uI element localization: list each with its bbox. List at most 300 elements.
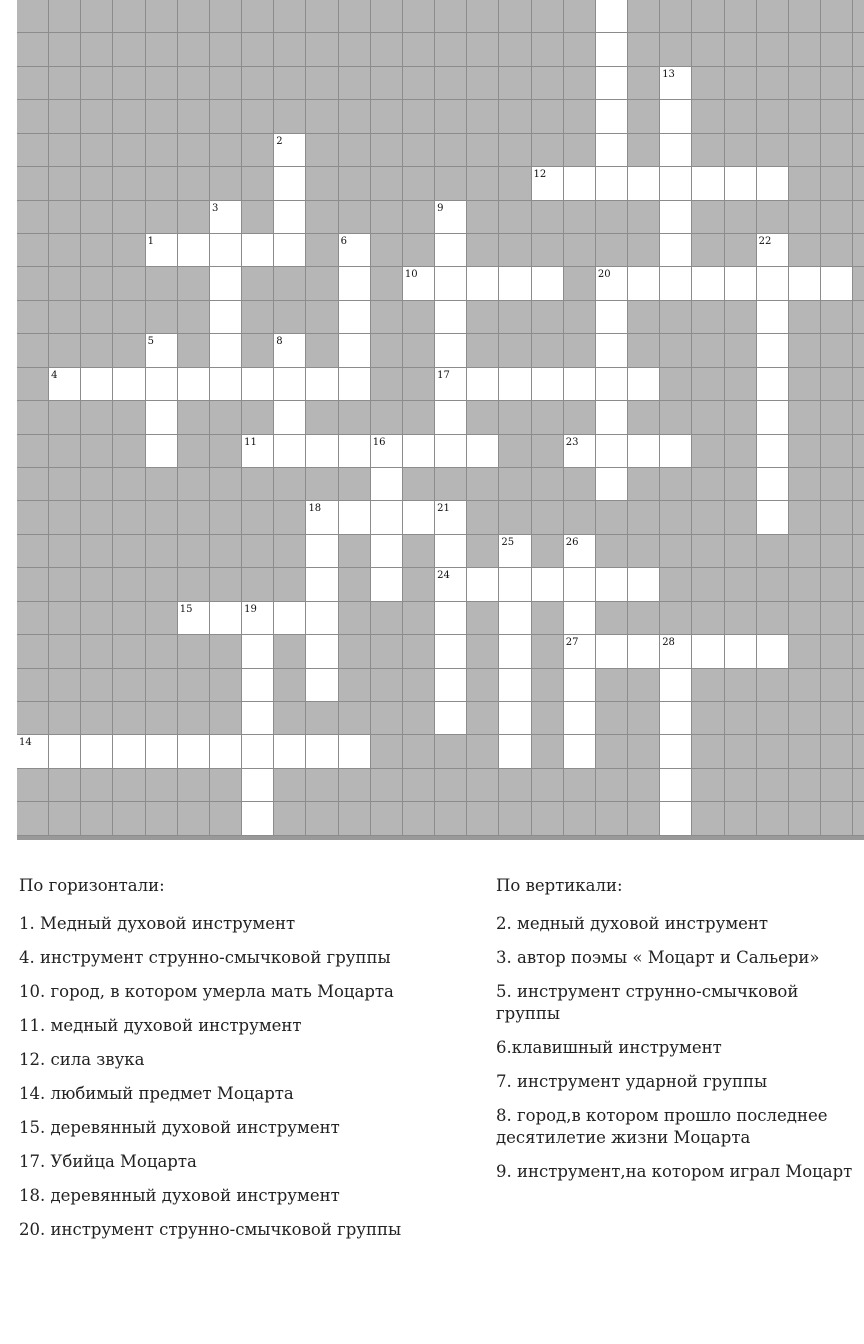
crossword-cell[interactable] [596, 267, 628, 300]
crossword-cell[interactable] [499, 535, 531, 568]
crossword-block [81, 501, 113, 534]
crossword-block [17, 100, 49, 133]
crossword-block [178, 769, 210, 802]
crossword-cell[interactable] [210, 602, 242, 635]
crossword-cell[interactable] [435, 301, 467, 334]
crossword-cell[interactable] [757, 635, 789, 668]
crossword-block [789, 234, 821, 267]
crossword-cell[interactable] [596, 67, 628, 100]
crossword-cell[interactable] [49, 735, 81, 768]
crossword-cell[interactable] [274, 334, 306, 367]
crossword-block [692, 802, 724, 835]
crossword-block [467, 201, 499, 234]
crossword-cell[interactable] [628, 435, 660, 468]
crossword-block [532, 735, 564, 768]
crossword-cell[interactable] [306, 501, 338, 534]
crossword-cell[interactable] [628, 568, 660, 601]
crossword-block [789, 301, 821, 334]
crossword-cell[interactable] [435, 602, 467, 635]
crossword-cell[interactable] [146, 401, 178, 434]
crossword-cell[interactable] [306, 568, 338, 601]
crossword-cell[interactable] [725, 167, 757, 200]
crossword-block [499, 0, 531, 33]
crossword-block [853, 201, 864, 234]
crossword-block [499, 67, 531, 100]
crossword-cell[interactable] [628, 267, 660, 300]
crossword-block [596, 602, 628, 635]
crossword-block [242, 267, 274, 300]
crossword-cell[interactable] [242, 735, 274, 768]
crossword-cell[interactable] [146, 435, 178, 468]
crossword-block [821, 802, 853, 835]
crossword-cell[interactable] [725, 267, 757, 300]
crossword-cell[interactable] [499, 568, 531, 601]
crossword-cell[interactable] [146, 234, 178, 267]
crossword-block [242, 334, 274, 367]
crossword-block [242, 401, 274, 434]
crossword-block [242, 33, 274, 66]
crossword-cell[interactable] [596, 334, 628, 367]
crossword-cell[interactable] [757, 334, 789, 367]
crossword-cell[interactable] [274, 167, 306, 200]
crossword-cell[interactable] [821, 267, 853, 300]
crossword-cell[interactable] [274, 201, 306, 234]
crossword-block [146, 769, 178, 802]
crossword-cell[interactable] [596, 468, 628, 501]
crossword-cell[interactable] [467, 435, 499, 468]
crossword-block [564, 267, 596, 300]
crossword-cell[interactable] [660, 435, 692, 468]
crossword-cell[interactable] [564, 702, 596, 735]
crossword-block [146, 602, 178, 635]
crossword-block [371, 401, 403, 434]
crossword-cell[interactable] [564, 535, 596, 568]
crossword-block [306, 201, 338, 234]
crossword-cell[interactable] [564, 669, 596, 702]
crossword-block [178, 669, 210, 702]
crossword-block [339, 0, 371, 33]
crossword-block [789, 635, 821, 668]
crossword-cell[interactable] [242, 635, 274, 668]
crossword-block [853, 100, 864, 133]
crossword-cell[interactable] [532, 267, 564, 300]
crossword-cell[interactable] [660, 802, 692, 835]
crossword-cell[interactable] [692, 267, 724, 300]
crossword-cell[interactable] [274, 401, 306, 434]
crossword-block [178, 535, 210, 568]
crossword-block [403, 167, 435, 200]
crossword-cell[interactable] [467, 267, 499, 300]
crossword-block [821, 234, 853, 267]
crossword-cell[interactable] [757, 435, 789, 468]
crossword-cell[interactable] [660, 702, 692, 735]
crossword-block [17, 0, 49, 33]
crossword-block [821, 735, 853, 768]
crossword-block [146, 535, 178, 568]
crossword-block [371, 33, 403, 66]
crossword-cell[interactable] [274, 735, 306, 768]
crossword-cell[interactable] [371, 501, 403, 534]
crossword-cell[interactable] [210, 201, 242, 234]
crossword-cell[interactable] [178, 735, 210, 768]
crossword-block [692, 501, 724, 534]
crossword-cell[interactable] [146, 368, 178, 401]
crossword-block [274, 468, 306, 501]
crossword-block [628, 468, 660, 501]
crossword-block [692, 301, 724, 334]
crossword-block [81, 67, 113, 100]
crossword-cell[interactable] [435, 635, 467, 668]
clue-number: 1 [147, 236, 154, 247]
crossword-block [81, 769, 113, 802]
crossword-cell[interactable] [564, 368, 596, 401]
crossword-cell[interactable] [596, 435, 628, 468]
crossword-block [692, 568, 724, 601]
crossword-block [532, 67, 564, 100]
crossword-block [725, 67, 757, 100]
crossword-cell[interactable] [596, 0, 628, 33]
crossword-cell[interactable] [532, 368, 564, 401]
crossword-block [692, 435, 724, 468]
crossword-block [821, 568, 853, 601]
crossword-cell[interactable] [113, 368, 145, 401]
crossword-block [532, 702, 564, 735]
crossword-cell[interactable] [757, 501, 789, 534]
crossword-cell[interactable] [628, 167, 660, 200]
crossword-block [210, 501, 242, 534]
crossword-block [146, 635, 178, 668]
crossword-cell[interactable] [371, 435, 403, 468]
crossword-cell[interactable] [113, 735, 145, 768]
crossword-cell[interactable] [242, 769, 274, 802]
crossword-cell[interactable] [339, 435, 371, 468]
clue-number: 18 [308, 503, 322, 515]
crossword-cell[interactable] [564, 602, 596, 635]
crossword-cell[interactable] [210, 735, 242, 768]
crossword-block [49, 702, 81, 735]
crossword-block [467, 334, 499, 367]
crossword-block [17, 301, 49, 334]
crossword-block [339, 669, 371, 702]
crossword-cell[interactable] [242, 435, 274, 468]
crossword-cell[interactable] [596, 301, 628, 334]
crossword-block [435, 769, 467, 802]
crossword-cell[interactable] [596, 368, 628, 401]
crossword-cell[interactable] [435, 568, 467, 601]
crossword-block [306, 0, 338, 33]
crossword-cell[interactable] [757, 301, 789, 334]
crossword-cell[interactable] [403, 501, 435, 534]
crossword-cell[interactable] [499, 735, 531, 768]
crossword-cell[interactable] [17, 735, 49, 768]
crossword-cell[interactable] [660, 100, 692, 133]
crossword-cell[interactable] [499, 669, 531, 702]
crossword-block [403, 669, 435, 702]
crossword-cell[interactable] [435, 435, 467, 468]
crossword-block [178, 401, 210, 434]
crossword-block [628, 401, 660, 434]
crossword-cell[interactable] [596, 167, 628, 200]
crossword-cell[interactable] [660, 67, 692, 100]
crossword-block [306, 334, 338, 367]
crossword-cell[interactable] [564, 167, 596, 200]
crossword-block [628, 201, 660, 234]
crossword-cell[interactable] [692, 635, 724, 668]
crossword-cell[interactable] [435, 702, 467, 735]
crossword-cell[interactable] [596, 568, 628, 601]
crossword-cell[interactable] [596, 33, 628, 66]
crossword-block [178, 0, 210, 33]
crossword-cell[interactable] [660, 635, 692, 668]
crossword-cell[interactable] [499, 635, 531, 668]
crossword-block [210, 0, 242, 33]
crossword-cell[interactable] [596, 635, 628, 668]
crossword-cell[interactable] [660, 735, 692, 768]
crossword-cell[interactable] [371, 468, 403, 501]
crossword-cell[interactable] [660, 201, 692, 234]
clue-number: 23 [565, 436, 579, 448]
crossword-block [757, 100, 789, 133]
crossword-cell[interactable] [499, 368, 531, 401]
down-clue: 5. инструмент струнно-смычковой группы [496, 982, 799, 1023]
crossword-cell[interactable] [435, 501, 467, 534]
crossword-block [403, 301, 435, 334]
crossword-cell[interactable] [339, 368, 371, 401]
crossword-cell[interactable] [757, 368, 789, 401]
crossword-cell[interactable] [435, 234, 467, 267]
crossword-cell[interactable] [242, 234, 274, 267]
crossword-cell[interactable] [274, 368, 306, 401]
crossword-cell[interactable] [274, 435, 306, 468]
crossword-cell[interactable] [403, 435, 435, 468]
crossword-cell[interactable] [306, 635, 338, 668]
crossword-cell[interactable] [371, 568, 403, 601]
crossword-block [17, 468, 49, 501]
crossword-block [49, 334, 81, 367]
crossword-block [17, 568, 49, 601]
crossword-cell[interactable] [757, 468, 789, 501]
crossword-cell[interactable] [467, 368, 499, 401]
crossword-block [660, 501, 692, 534]
crossword-block [339, 802, 371, 835]
crossword-block [306, 100, 338, 133]
crossword-cell[interactable] [210, 368, 242, 401]
crossword-cell[interactable] [339, 267, 371, 300]
crossword-block [660, 334, 692, 367]
crossword-cell[interactable] [178, 368, 210, 401]
crossword-cell[interactable] [789, 267, 821, 300]
clue-number: 9 [437, 202, 444, 214]
crossword-cell[interactable] [242, 669, 274, 702]
crossword-block [113, 635, 145, 668]
crossword-cell[interactable] [242, 702, 274, 735]
crossword-cell[interactable] [242, 368, 274, 401]
crossword-cell[interactable] [210, 234, 242, 267]
crossword-cell[interactable] [660, 267, 692, 300]
crossword-cell[interactable] [692, 167, 724, 200]
crossword-block [178, 802, 210, 835]
crossword-cell[interactable] [757, 234, 789, 267]
crossword-cell[interactable] [660, 769, 692, 802]
crossword-block [660, 33, 692, 66]
crossword-block [49, 568, 81, 601]
crossword-block [757, 535, 789, 568]
crossword-cell[interactable] [339, 334, 371, 367]
crossword-cell[interactable] [210, 334, 242, 367]
crossword-block [564, 100, 596, 133]
crossword-block [49, 33, 81, 66]
crossword-cell[interactable] [306, 735, 338, 768]
crossword-cell[interactable] [242, 602, 274, 635]
crossword-cell[interactable] [435, 669, 467, 702]
crossword-cell[interactable] [210, 301, 242, 334]
crossword-cell[interactable] [274, 602, 306, 635]
crossword-cell[interactable] [596, 100, 628, 133]
crossword-block [49, 234, 81, 267]
crossword-cell[interactable] [339, 234, 371, 267]
crossword-cell[interactable] [339, 735, 371, 768]
crossword-block [146, 669, 178, 702]
clue-number: 4 [51, 369, 58, 381]
crossword-block [821, 435, 853, 468]
crossword-block [467, 33, 499, 66]
crossword-block [532, 134, 564, 167]
crossword-cell[interactable] [371, 535, 403, 568]
crossword-cell[interactable] [499, 702, 531, 735]
crossword-cell[interactable] [306, 435, 338, 468]
crossword-cell[interactable] [435, 401, 467, 434]
crossword-block [725, 234, 757, 267]
crossword-block [789, 669, 821, 702]
crossword-block [757, 568, 789, 601]
crossword-cell[interactable] [339, 301, 371, 334]
crossword-block [210, 802, 242, 835]
crossword-block [821, 468, 853, 501]
crossword-block [660, 301, 692, 334]
crossword-cell[interactable] [306, 669, 338, 702]
crossword-cell[interactable] [596, 401, 628, 434]
crossword-cell[interactable] [757, 167, 789, 200]
crossword-cell[interactable] [660, 669, 692, 702]
crossword-block [339, 535, 371, 568]
crossword-block [789, 468, 821, 501]
crossword-cell[interactable] [403, 267, 435, 300]
crossword-block [81, 635, 113, 668]
crossword-block [596, 735, 628, 768]
crossword-block [467, 769, 499, 802]
crossword-cell[interactable] [596, 134, 628, 167]
crossword-cell[interactable] [467, 568, 499, 601]
crossword-cell[interactable] [274, 234, 306, 267]
crossword-block [821, 33, 853, 66]
crossword-block [113, 134, 145, 167]
crossword-cell[interactable] [210, 267, 242, 300]
crossword-cell[interactable] [660, 234, 692, 267]
crossword-block [725, 0, 757, 33]
crossword-cell[interactable] [49, 368, 81, 401]
crossword-block [146, 67, 178, 100]
crossword-block [821, 769, 853, 802]
crossword-block [596, 769, 628, 802]
crossword-block [853, 401, 864, 434]
crossword-cell[interactable] [499, 602, 531, 635]
crossword-cell[interactable] [339, 501, 371, 534]
crossword-block [564, 769, 596, 802]
crossword-cell[interactable] [660, 167, 692, 200]
crossword-block [467, 535, 499, 568]
crossword-cell[interactable] [628, 635, 660, 668]
crossword-cell[interactable] [435, 368, 467, 401]
crossword-block [628, 669, 660, 702]
crossword-cell[interactable] [81, 735, 113, 768]
crossword-cell[interactable] [306, 368, 338, 401]
crossword-block [499, 468, 531, 501]
crossword-cell[interactable] [435, 535, 467, 568]
crossword-cell[interactable] [564, 568, 596, 601]
crossword-block [113, 67, 145, 100]
crossword-block [242, 134, 274, 167]
crossword-block [210, 33, 242, 66]
crossword-block [210, 401, 242, 434]
crossword-block [660, 0, 692, 33]
crossword-cell[interactable] [146, 334, 178, 367]
crossword-cell[interactable] [564, 735, 596, 768]
crossword-cell[interactable] [306, 602, 338, 635]
crossword-block [113, 769, 145, 802]
crossword-block [178, 435, 210, 468]
crossword-cell[interactable] [274, 134, 306, 167]
crossword-block [178, 67, 210, 100]
crossword-block [17, 267, 49, 300]
crossword-block [499, 134, 531, 167]
crossword-cell[interactable] [178, 602, 210, 635]
crossword-cell[interactable] [532, 568, 564, 601]
crossword-cell[interactable] [660, 134, 692, 167]
down-clue: 6.клавишный инструмент [496, 1038, 722, 1057]
crossword-cell[interactable] [435, 267, 467, 300]
crossword-cell[interactable] [564, 635, 596, 668]
crossword-cell[interactable] [306, 535, 338, 568]
crossword-cell[interactable] [532, 167, 564, 200]
crossword-cell[interactable] [499, 267, 531, 300]
crossword-block [532, 33, 564, 66]
down-clue: 9. инструмент,на котором играл Моцарт [496, 1162, 853, 1181]
crossword-block [146, 167, 178, 200]
crossword-cell[interactable] [435, 334, 467, 367]
crossword-block [660, 602, 692, 635]
crossword-cell[interactable] [178, 234, 210, 267]
crossword-block [564, 501, 596, 534]
crossword-cell[interactable] [81, 368, 113, 401]
crossword-block [628, 802, 660, 835]
crossword-cell[interactable] [725, 635, 757, 668]
crossword-cell[interactable] [757, 267, 789, 300]
crossword-block [628, 702, 660, 735]
crossword-block [853, 802, 864, 835]
crossword-block [17, 635, 49, 668]
crossword-block [17, 702, 49, 735]
crossword-cell[interactable] [628, 368, 660, 401]
crossword-block [371, 669, 403, 702]
clue-number: 11 [244, 436, 257, 448]
crossword-block [146, 802, 178, 835]
crossword-cell[interactable] [757, 401, 789, 434]
crossword-block [306, 33, 338, 66]
crossword-cell[interactable] [435, 201, 467, 234]
crossword-cell[interactable] [564, 435, 596, 468]
crossword-cell[interactable] [242, 802, 274, 835]
crossword-cell[interactable] [146, 735, 178, 768]
